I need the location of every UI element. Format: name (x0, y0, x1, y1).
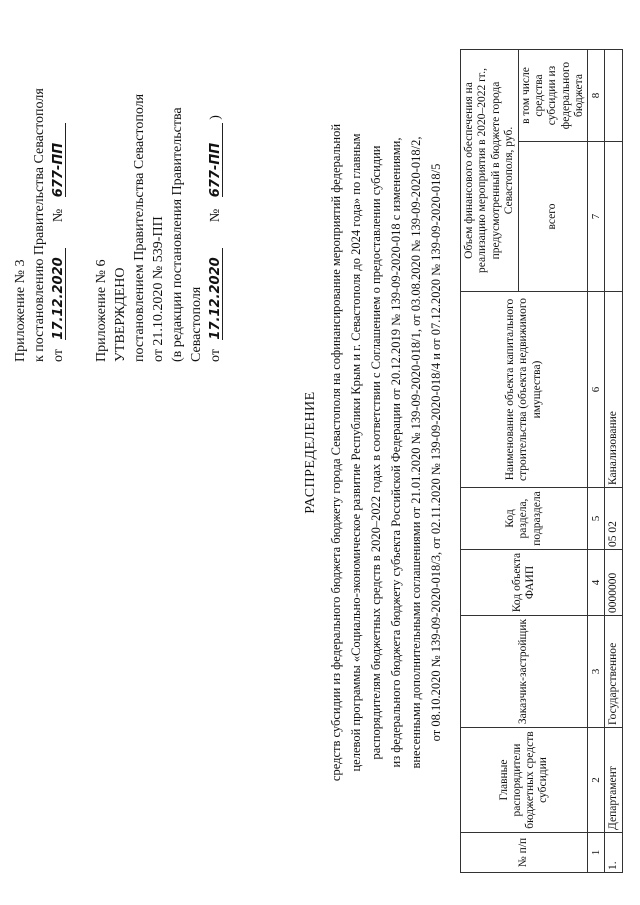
annex6-date-line (209, 115, 223, 362)
body-line-1: средств субсидии из федерального бюджета бюджету города Севастополя на софинансирование мероприятий федеральной (329, 123, 343, 782)
column-number-4: 4 (588, 550, 605, 616)
annex3-date-line (52, 123, 66, 362)
body-line-2: целевой программы «Социально-экономическое развитие Республики Крым и г. Севастополя до 2024 года» по главным (349, 133, 363, 772)
header-cell-section-code: Код раздела, подраздела (461, 488, 588, 550)
header-cell-faip-code: Код объекта ФАИП (461, 550, 588, 616)
row-1-customer: Государственное (605, 616, 623, 728)
body-line-6: от 08.10.2020 № 139-09-2020-018/3, от 02.11.2020 № 139-09-2020-018/4 и от 07.12.2020 № 139-09-2020-018/5 (429, 163, 443, 742)
header-cell-object-name: Наименование объекта капитального строительства (объекта недвижимого имущества) (461, 292, 588, 488)
annex3-line2: к постановлению Правительства Севастополя (32, 88, 47, 362)
row-1-number: 1. (605, 833, 623, 873)
annex6-number-handwritten: 677-ПП (209, 123, 223, 197)
distribution-table (460, 49, 623, 873)
annex6-from-label: от (208, 349, 223, 362)
header-cell-managers: Главные распорядители бюджетных средств субсидии (461, 728, 588, 833)
row-1-object-name: Канализование (605, 292, 623, 488)
row-1-faip-code: 0000000 (605, 550, 623, 616)
annex6-line4: от 21.10.2020 № 539-ПП (151, 216, 166, 362)
annex3-line1: Приложение № 3 (13, 259, 28, 362)
header-cell-customer: Заказчик-застройщик (461, 616, 588, 728)
body-line-3: распорядителям бюджетных средств в 2020–2022 годах в соответствии с Соглашением о предоставлении субсидии (369, 145, 383, 760)
annex3-number-handwritten: 677-ПП (52, 123, 66, 197)
annex6-line1: Приложение № 6 (94, 259, 109, 362)
column-number-7: 7 (588, 142, 605, 292)
column-number-1: 1 (588, 833, 605, 873)
header-cell-total: всего (519, 142, 588, 292)
annex6-line2: УТВЕРЖДЕНО (113, 267, 128, 362)
header-cell-financing-group: Объем финансового обеспечения на реализацию мероприятия в 2020–2022 гг., предусмотренный в бюджете города Севастополя, руб. (461, 50, 519, 292)
annex6-date-handwritten: 17.12.2020 (209, 248, 223, 340)
column-number-3: 3 (588, 616, 605, 728)
column-number-8: 8 (588, 50, 605, 142)
column-number-2: 2 (588, 728, 605, 833)
annex6-no-label: № (208, 208, 223, 223)
row-1-manager: Департамент (605, 728, 623, 833)
row-1-total (605, 142, 623, 292)
annex3-date-handwritten: 17.12.2020 (52, 248, 66, 340)
annex3-from-label: от (51, 349, 66, 362)
annex6-line5: (в редакции постановления Правительства (170, 107, 185, 362)
body-line-4: из федерального бюджета бюджету субъекта Российской Федерации от 20.12.2019 № 139-09-2020-018 с изменениями, (389, 137, 403, 768)
annex6-line3: постановлением Правительства Севастополя (132, 93, 147, 362)
document-title: РАСПРЕДЕЛЕНИЕ (303, 391, 318, 514)
annex6-line6: Севастополя (189, 286, 204, 362)
row-1-federal-subsidy (605, 50, 623, 142)
row-1-section-code: 05 02 (605, 488, 623, 550)
annex3-no-label: № (51, 208, 66, 223)
column-number-5: 5 (588, 488, 605, 550)
column-number-6: 6 (588, 292, 605, 488)
annex6-close-paren: ) (208, 115, 223, 120)
header-cell-federal-subsidy: в том числе средства субсидии из федерального бюджета (519, 50, 588, 142)
body-line-5: внесенными дополнительными соглашениями от 21.01.2020 № 139-09-2020-018/1, от 03.08.2020 № 139-09-2020-018/2, (409, 136, 423, 769)
header-cell-number: № п/п (461, 833, 588, 873)
